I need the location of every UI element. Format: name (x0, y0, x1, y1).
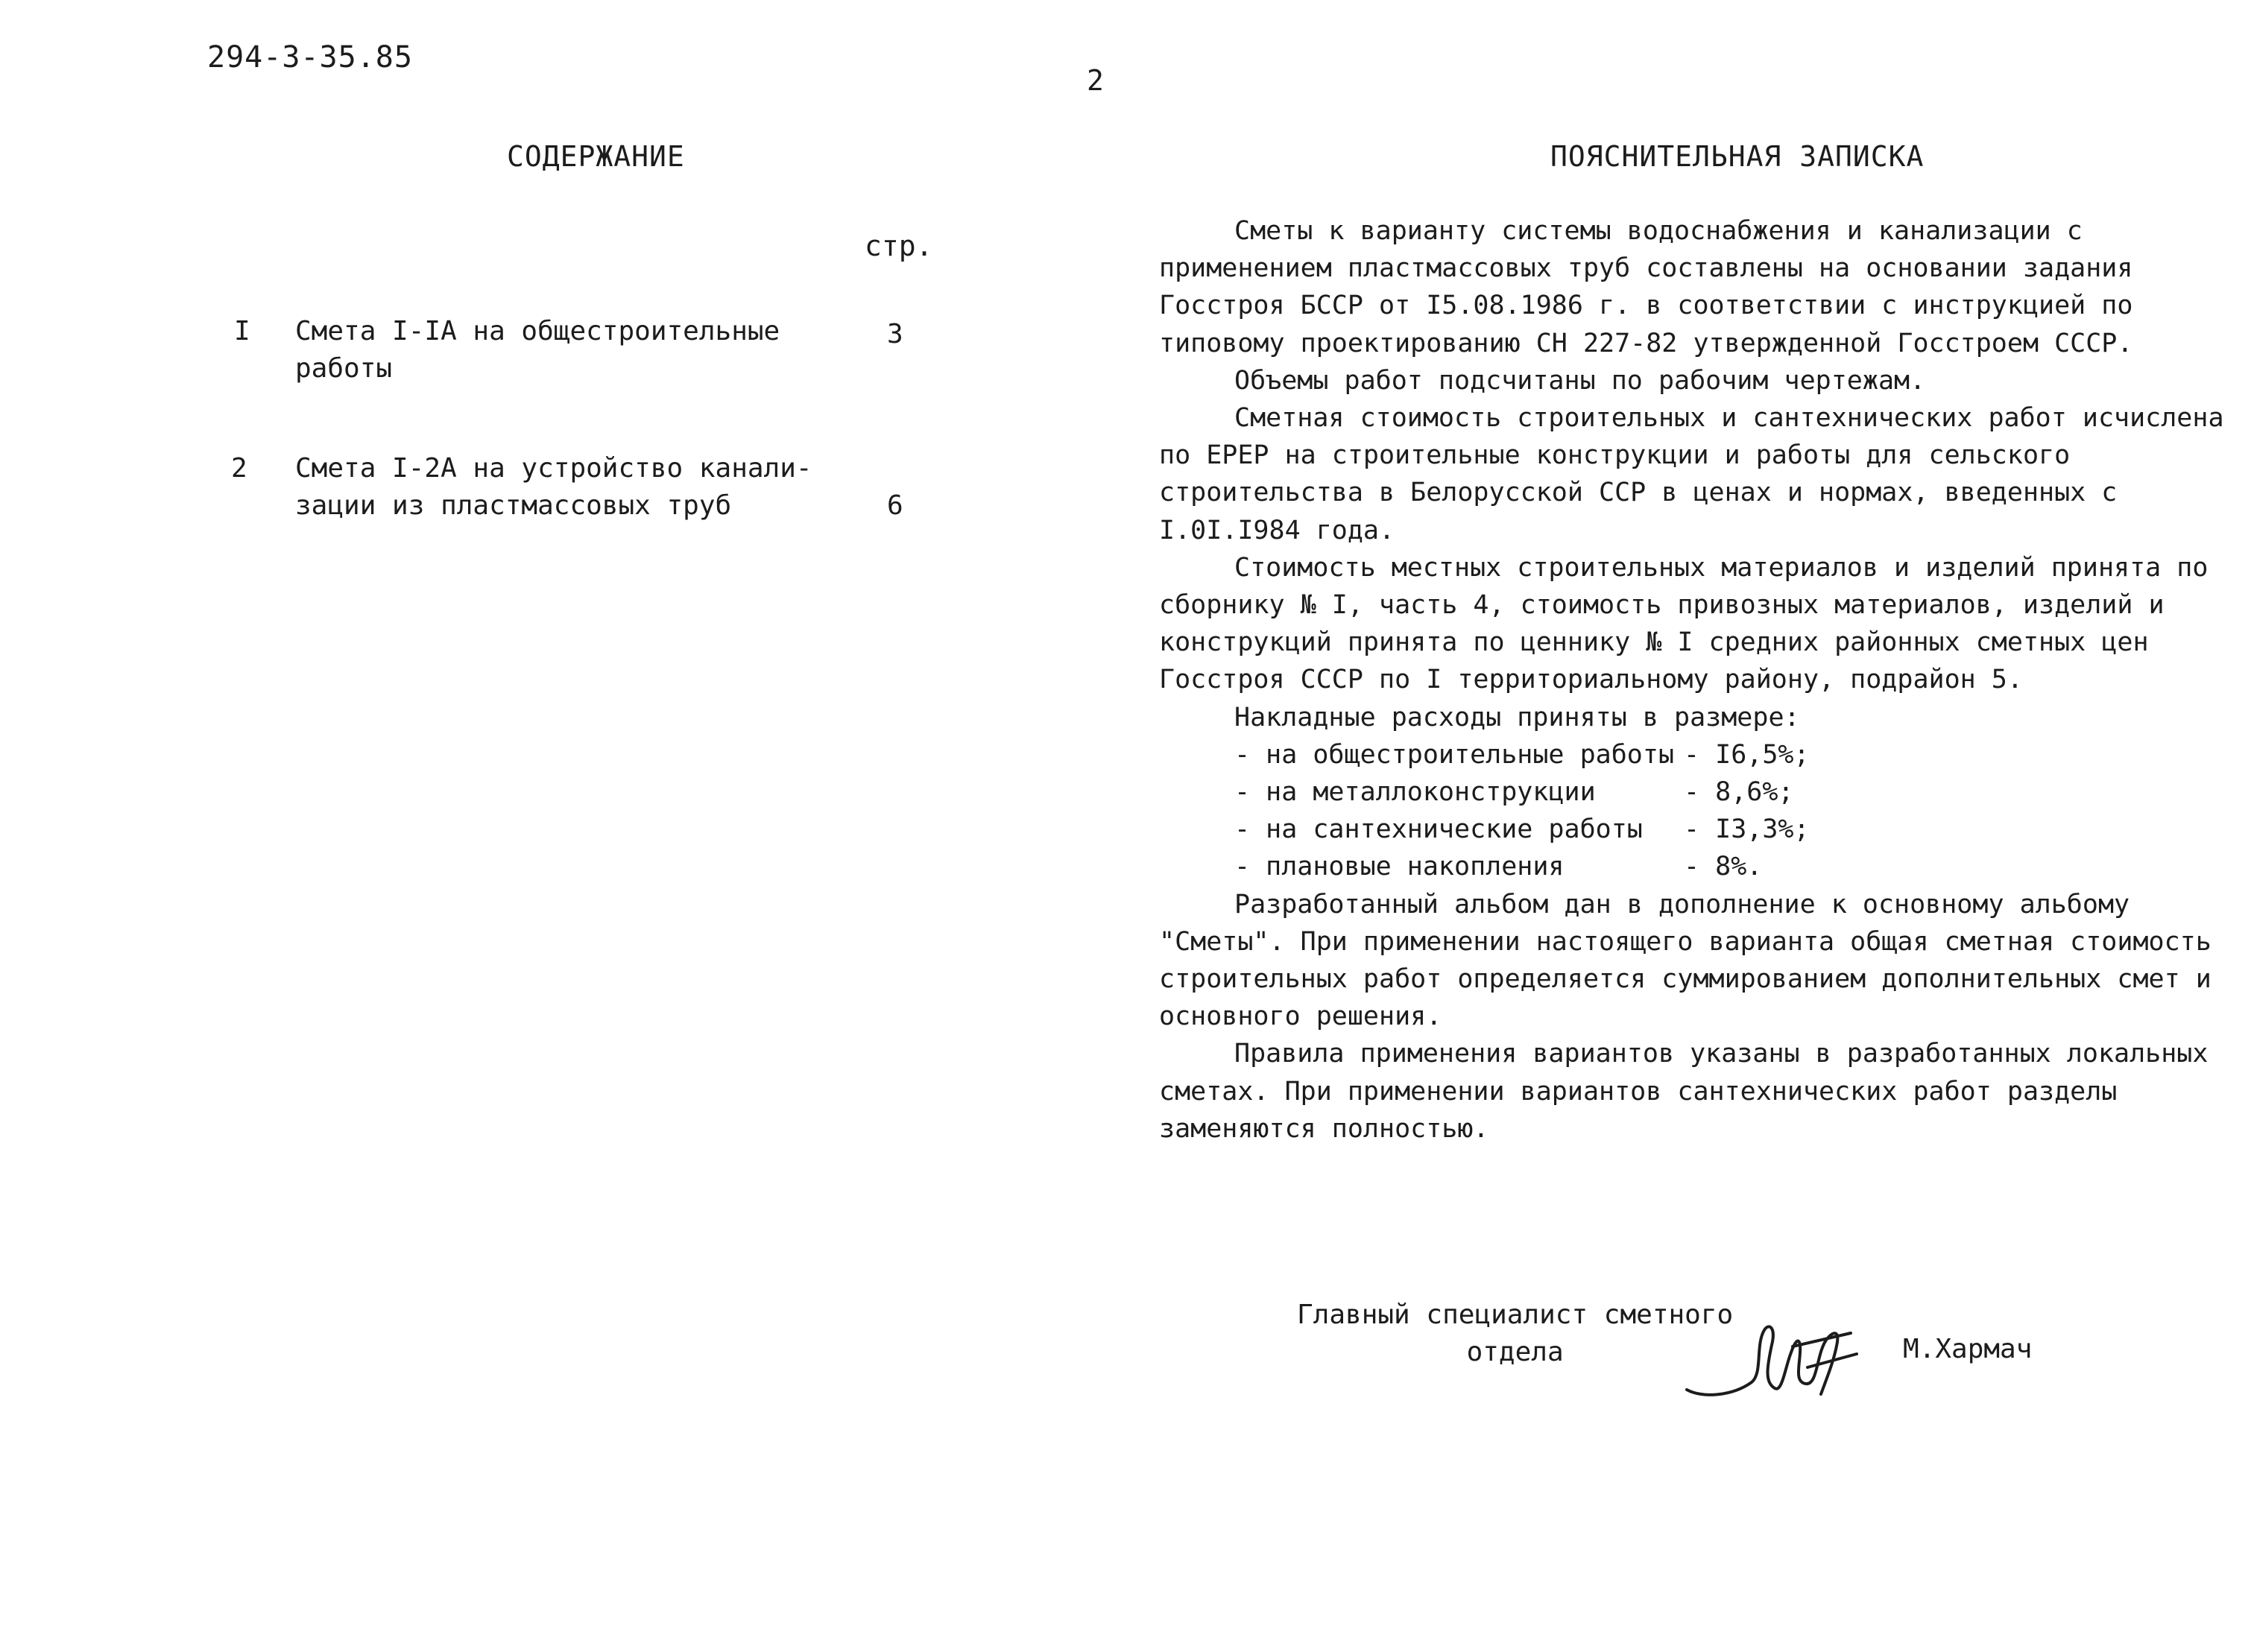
signatory-title-line: Главный специалист сметного (1297, 1300, 1734, 1330)
page-number: 2 (1087, 64, 1104, 97)
explanatory-note-title: ПОЯСНИТЕЛЬНАЯ ЗАПИСКА (1550, 140, 1925, 173)
overhead-rate-row (1159, 811, 2232, 848)
note-paragraph: Стоимость местных строительных материалов и изделий принята по сборнику № I, часть 4, стоимость привозных материалов, изделий и конструкций принята по ценнику № I средних районных сметных цен Госстроя СССР по I территориальному району, подрайон 5. (1159, 552, 2209, 695)
toc-entry-page: 3 (887, 319, 903, 349)
note-paragraph: Объемы работ подсчитаны по рабочим чертежам. (1234, 365, 1926, 396)
toc-entry (231, 313, 939, 395)
handwritten-signature (1681, 1300, 1860, 1405)
overhead-rate-label: - на общестроительные работы (1234, 739, 1675, 770)
note-paragraph: Разработанный альбом дан в дополнение к основному альбому "Сметы". При применении настоящего варианта общая сметная стоимость строительных работ определяется суммированием дополнительных смет и основного решения. (1159, 889, 2211, 1032)
document-code: 294-3-35.85 (207, 40, 413, 75)
overhead-rate-row (1159, 736, 2232, 773)
overhead-rate-row (1159, 848, 2232, 885)
toc-entry-text: Смета I-2A на устройство канали- зации из пластмассовых труб (295, 453, 812, 521)
toc-entry-page: 6 (887, 490, 903, 521)
overhead-rate-row (1159, 773, 2232, 811)
overhead-rate-value: - I3,3%; (1684, 814, 1810, 845)
overhead-rate-value: - 8%. (1684, 852, 1763, 882)
contents-title: СОДЕРЖАНИЕ (507, 140, 685, 173)
toc-entry-number: I (234, 316, 250, 346)
overhead-rate-label: - на металлоконструкции (1234, 777, 1596, 808)
overhead-rate-label: - плановые накопления (1234, 852, 1565, 882)
note-paragraph: Накладные расходы приняты в размере: (1234, 702, 1800, 732)
signatory-title-line: отдела (1466, 1337, 1564, 1367)
note-paragraph: Правила применения вариантов указаны в разработанных локальных сметах. При применении вариантов сантехнических работ разделы заменяются полностью. (1159, 1039, 2209, 1144)
pages-column-label: стр. (865, 230, 933, 262)
toc-entry (231, 450, 939, 532)
signatory-name: М.Хармач (1903, 1334, 2033, 1364)
explanatory-note-body (1159, 212, 2232, 1148)
toc-entry-number: 2 (231, 453, 247, 484)
overhead-rate-value: - I6,5%; (1684, 739, 1810, 770)
note-paragraph: Сметы к варианту системы водоснабжения и канализации с применением пластмассовых труб составлены на основании задания Госстроя БССР от I5.08.1986 г. в соответствии с инструкцией по типовому проектированию СН 227-82 утвержденной Госстроем СССР. (1159, 216, 2133, 358)
toc-entry-text: Смета I-IA на общестроительные работы (295, 316, 780, 384)
note-paragraph: Сметная стоимость строительных и сантехнических работ исчислена по ЕРЕР на строительные конструкции и работы для сельского строительства в Белорусской ССР в ценах и нормах, введенных с I.0I.I984 года. (1159, 403, 2224, 545)
overhead-rate-value: - 8,6%; (1684, 777, 1794, 808)
overhead-rate-label: - на сантехнические работы (1234, 814, 1643, 845)
signatory-title (1297, 1297, 1733, 1371)
